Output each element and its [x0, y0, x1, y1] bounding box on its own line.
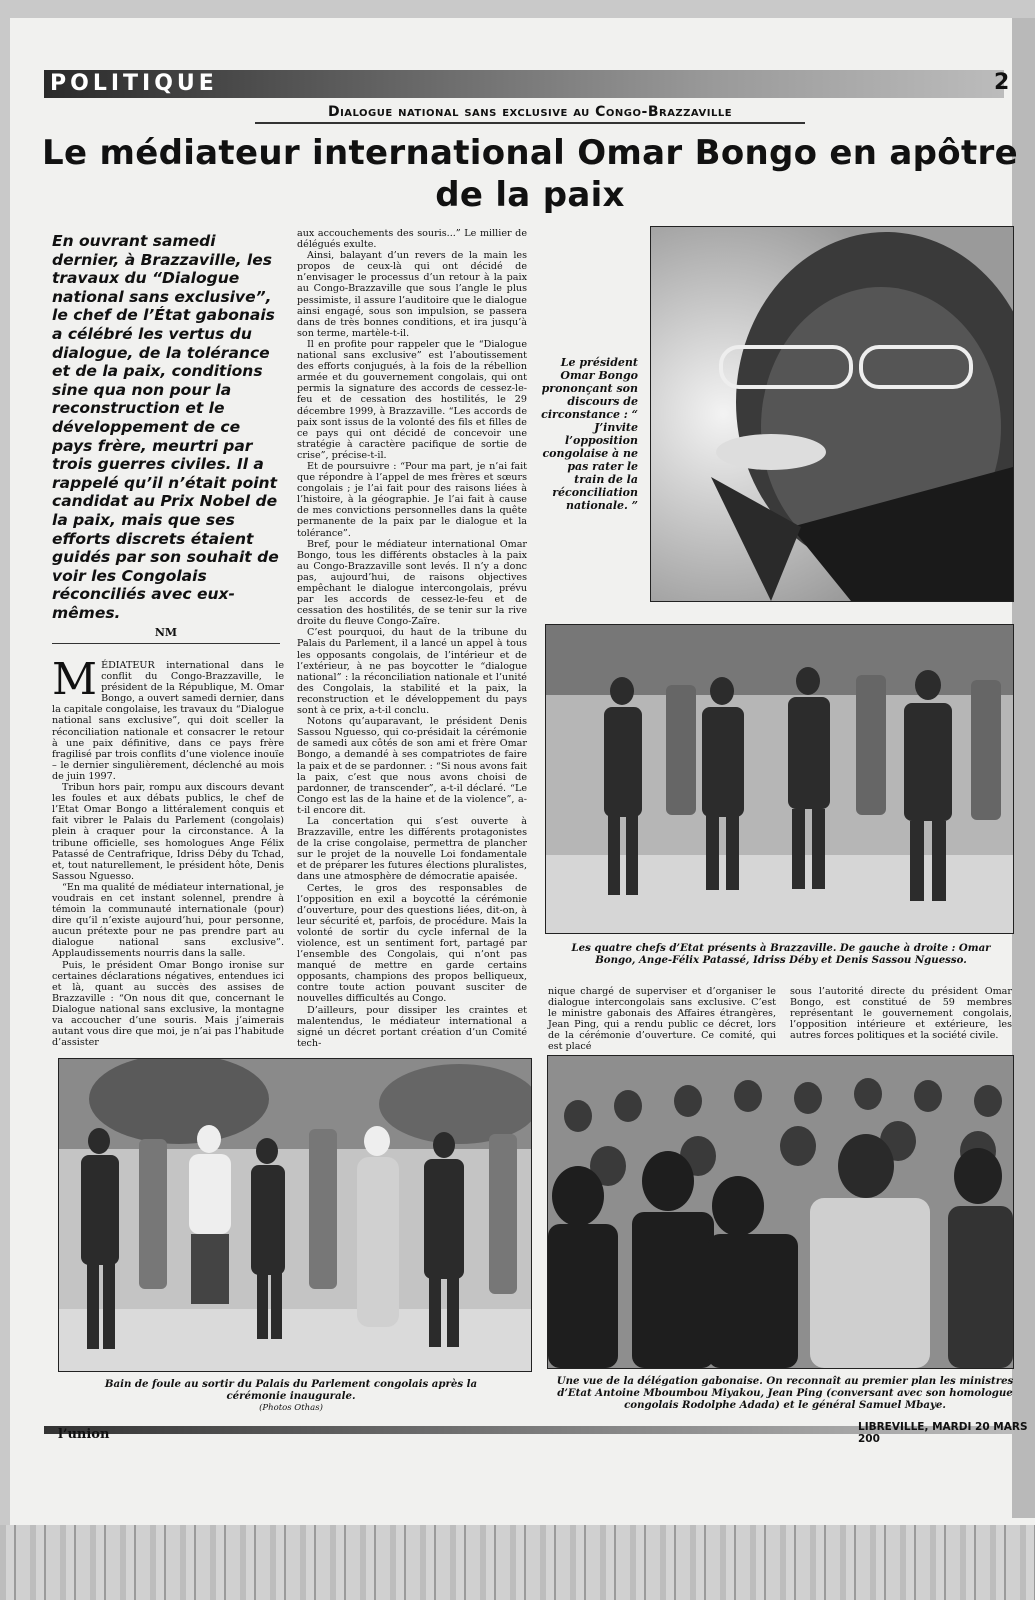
paragraph: ÉDIATEUR international dans le conflit du Congo-Brazzaville, le président de la République, M. Omar Bongo, a ouvert samedi dernier, dans la capitale congolaise, les travaux du “Dialogue national sans exclusive”, qui doit sceller la réconciliation nationale et consacrer le retour à une paix définitive, dans ce pays frère fragilisé par trois conflits d’une violence inouïe – le dernier singulièrement, déclenché au mois de juin 1997. [52, 660, 284, 782]
portrait-caption: Le président Omar Bongo prononçant son discours de circonstance : “ J’invite l’opposition congolaise à ne pas rater le train de la réconciliation nationale. ” [541, 356, 638, 512]
paragraph: Et de poursuivre : “Pour ma part, je n’ai fait que répondre à l’appel de mes frères et sœurs congolais ; je l’ai fait pour des raisons liées à l’histoire, à la géographie. Je l’ai fait à cause de mes convictions personnelles dans la quête permanente de la paix par le dialogue et la tolérance”. [297, 460, 527, 539]
byline: NM [154, 626, 178, 639]
drop-cap: M [52, 654, 98, 705]
page-edge [1012, 18, 1035, 1518]
paragraph: La concertation qui s’est ouverte à Brazzaville, entre les différents protagonistes de la crise congolaise, permettra de plancher sur le projet de la nouvelle Loi fondamentale et de préparer les futures élections pluralistes, dans une atmosphère de démocratie apaisée. [297, 815, 527, 883]
heads-of-state-caption: Les quatre chefs d’Etat présents à Brazzaville. De gauche à droite : Omar Bongo, Ange-Félix Patassé, Idriss Déby et Denis Sassou Nguesso. [571, 942, 991, 966]
background-strip [0, 1525, 1035, 1600]
crowd-caption-text: Bain de foule au sortir du Palais du Parlement congolais après la cérémonie inaugurale. [104, 1378, 478, 1402]
paragraph: sous l’autorité directe du président Omar Bongo, est constitué de 59 membres représentant le gouvernement congolais, l’opposition intérieure et extérieure, les autres forces politiques et la société civile. [790, 986, 1012, 1042]
crowd-photo [58, 1058, 532, 1372]
paragraph: Certes, le gros des responsables de l’opposition en exil a boycotté la cérémonie d’ouverture, pour des questions liées, dit-on, à leur sécurité et, parfois, de procédure. Mais la volonté de sortir du cycle infernal de la violence, est un sentiment fort, partagé par l’ensemble des Congolais, qui n’ont pas manqué de mettre en garde certains opposants, champions des propos belliqueux, contre toute action pouvant susciter de nouvelles difficultés au Congo. [297, 882, 527, 1005]
kicker: Dialogue national sans exclusive au Congo-Brazzaville [255, 104, 805, 124]
paragraph: Il en profite pour rappeler que le “Dialogue national sans exclusive” est l’aboutissement des efforts conjugués, à la fois de la rébellion armée et du gouvernement congolais, qui ont permis la signature des accords de cessez-le-feu et de cessation des hostilités, le 29 décembre 1999, à Brazzaville. “Les accords de paix sont issus de la volonté des fils et filles de ce pays qui ont décidé de concevoir une stratégie à caractère pacifique de sortie de crise”, précise-t-il. [297, 338, 527, 461]
portrait-photo [650, 226, 1014, 602]
delegation-caption: Une vue de la délégation gabonaise. On reconnaît au premier plan les ministres d’Etat Antoine Mboumbou Miyakou, Jean Ping (conversant avec son homologue congolais Rodolphe Adada) et le général Samuel Mbaye. [556, 1375, 1014, 1411]
paragraph: Ainsi, balayant d’un revers de la main les propos de ceux-là qui ont décidé de n’envisager le processus d’un retour à la paix au Congo-Brazzaville que sous l’angle le plus pessimiste, il assure l’auditoire que le dialogue ainsi engagé, sous son impulsion, se passera dans de très bonnes conditions, et ira jusqu’à son terme, martèle-t-il. [297, 250, 527, 339]
headline [40, 132, 1020, 216]
paragraph: aux accouchements des souris...” Le millier de délégués exulte. [297, 228, 527, 251]
article-column-3 [548, 986, 776, 1053]
footer-dateline: LIBREVILLE, MARDI 20 MARS 200 [858, 1421, 1028, 1445]
paragraph: C’est pourquoi, du haut de la tribune du Palais du Parlement, il a lancé un appel à tous les opposants congolais, de l’intérieur et de l’extérieur, à ne pas boycotter le “dialogue national” : la réconciliation nationale et l’unité des Congolais, la stabilité et la paix, la reconstruction et le développement du pays sont à ce prix, a-t-il conclu. [297, 627, 527, 717]
paragraph: nique chargé de superviser et d’organiser le dialogue intercongolais sans exclusive. C’est le ministre gabonais des Affaires étrangères, Jean Ping, qui a rendu public ce décret, lors de la cérémonie d’ouverture. Ce comité, qui est placé [548, 986, 776, 1053]
delegation-photo [547, 1055, 1014, 1369]
headline-line-1: Le médiateur international Omar Bongo en apôtre [42, 133, 1018, 173]
heads-of-state-photo [545, 624, 1014, 934]
paragraph: Bref, pour le médiateur international Omar Bongo, tous les différents obstacles à la paix au Congo-Brazzaville sont levés. Il n’y a donc pas, aujourd’hui, de raisons objectives empêchant le dialogue intercongolais, prévu par les accords de cessez-le-feu et de cessation des hostilités, de se tenir sur la rive droite du fleuve Congo-Zaïre. [297, 538, 527, 628]
photo-credit: (Photos Othas) [259, 1403, 323, 1413]
newspaper-logo: l’union [58, 1427, 110, 1442]
article-column-1 [52, 654, 284, 1049]
article-column-4 [790, 986, 1012, 1041]
lede: En ouvrant samedi dernier, à Brazzaville, les travaux du “Dialogue national sans exclusive”, le chef de l’État gabonais a célébré les vertus du dialogue, de la tolérance et de la paix, conditions sine qua non pour la reconstruction et le développement de ce pays frère, meurtri par trois guerres civiles. Il a rappelé qu’il n’était point candidat au Prix Nobel de la paix, mais que ses efforts discrets étaient guidés par son souhait de voir les Congolais réconciliés avec eux-mêmes. [52, 232, 279, 622]
paragraph: Notons qu’auparavant, le président Denis Sassou Nguesso, qui co-présidait la cérémonie de samedi aux côtés de son ami et frère Omar Bongo, a demandé à ses compatriotes de faire la paix et de se pardonner. : “Si nous avons fait la paix, c’est que nous avons choisi de pardonner, de transcender”, a-t-il déclaré. “Le Congo est las de la haine et de la violence”, a-t-il encore dit. [297, 716, 527, 816]
paragraph: Puis, le président Omar Bongo ironise sur certaines déclarations négatives, entendues ici et là, quant au succès des assises de Brazzaville : “On nous dit que, concernant le Dialogue national sans exclusive, la montagne va accoucher d’une souris. Mais j’aimerais autant vous dire que moi, je n’ai pas l’habitude d’assister [52, 959, 284, 1049]
article-column-2 [297, 228, 527, 1049]
crowd-caption [96, 1378, 486, 1414]
section-title: POLITIQUE [50, 71, 218, 96]
paragraph: Tribun hors pair, rompu aux discours devant les foules et aux débats publics, le chef de l’Etat Omar Bongo a littéralement conquis et fait vibrer le Palais du Parlement (congolais) plein à craquer pour la circonstance. À la tribune officielle, ses homologues Ange Félix Patassé de Centrafrique, Idriss Déby du Tchad, et, tout naturellement, le président hôte, Denis Sassou Nguesso. [52, 782, 284, 882]
divider [52, 643, 280, 644]
paragraph: “En ma qualité de médiateur international, je voudrais en cet instant solennel, prendre à témoin la communauté internationale (pour) dire qu’il n’existe aujourd’hui, pour personne, aucun prétexte pour ne pas prendre part au dialogue national sans exclusive”. Applaudissements nourris dans la salle. [52, 881, 284, 960]
page-number: 2 [994, 70, 1010, 95]
headline-line-2: de la paix [435, 175, 625, 215]
paragraph: D’ailleurs, pour dissiper les craintes et malentendus, le médiateur international a signé un décret portant création d’un Comité tech- [297, 1004, 527, 1049]
